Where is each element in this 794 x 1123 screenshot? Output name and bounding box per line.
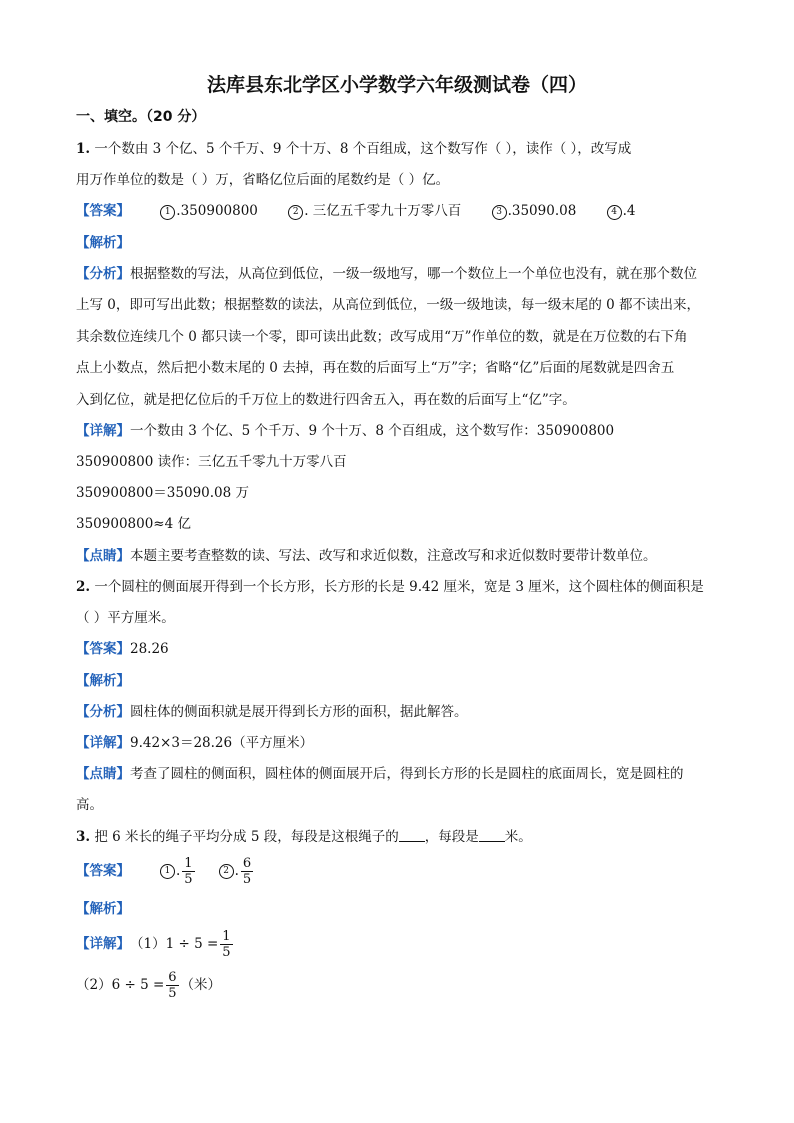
q1-analysis-2: 上写 0，即可写出此数；根据整数的读法，从高位到低位，一级一级地读，每一级末尾的 0 都不读出来，	[76, 297, 701, 313]
q2-jiexi	[76, 672, 130, 690]
q3-detail-1: 【详解】 （1）1 ÷ 5 = $\frac{1}{5}$	[76, 928, 231, 960]
q2-comment-1: 【点睛】考查了圆柱的侧面积，圆柱体的侧面展开后，得到长方形的长是圆柱的底面周长，宽是圆柱的	[76, 766, 684, 782]
detail-tag: 【详解】	[76, 936, 130, 952]
q1-text-1: 一个数由 3 个亿、5 个千万、9 个十万、8 个百组成，这个数写作（ ），读作（ ），改写成	[90, 141, 632, 157]
q2-answer-row	[76, 640, 169, 658]
q1-detail-4: 350900800≈4 亿	[76, 516, 191, 532]
analysis-tag: 【分析】	[76, 704, 130, 720]
answer-tag: 【答案】	[76, 203, 130, 219]
q1-line2: 用万作单位的数是（ ）万，省略亿位后面的尾数约是（ ）亿。	[76, 172, 450, 188]
detail-tag: 【详解】	[76, 423, 130, 439]
q2-comment-2: 高。	[76, 797, 103, 813]
q1-number: 1.	[76, 141, 91, 157]
q1-answer-4: 4 .4	[607, 202, 636, 220]
q1-detail-1: 【详解】一个数由 3 个亿、5 个千万、9 个十万、8 个百组成，这个数写作：350900800	[76, 423, 615, 439]
page-title: 法库县东北学区小学数学六年级测试卷（四）	[206, 74, 587, 96]
jiexi-tag: 【解析】	[76, 901, 130, 917]
q1-comment: 【点睛】本题主要考查整数的读、写法、改写和求近似数，注意改写和求近似数时要带计数单位。	[76, 548, 657, 564]
q3-answer-row: 【答案】 1 . $\frac{1}{5}$ 2 . $\frac{6}{5}$	[76, 855, 252, 887]
q2-answer: 28.26	[130, 641, 169, 657]
circled-number: 2	[288, 205, 303, 220]
analysis-tag: 【分析】	[76, 266, 130, 282]
comment-tag: 【点睛】	[76, 766, 130, 782]
jiexi-tag: 【解析】	[76, 673, 130, 689]
blank-underline	[479, 829, 505, 842]
section-heading: 一、填空。（20 分）	[76, 109, 206, 125]
circled-number: 1	[160, 205, 175, 220]
circled-number: 2	[219, 864, 234, 879]
q2-analysis: 【分析】圆柱体的侧面积就是展开得到长方形的面积，据此解答。	[76, 704, 468, 720]
q3-number: 3.	[76, 829, 91, 845]
q1-analysis-4: 点上小数点，然后把小数末尾的 0 去掉，再在数的后面写上“万”字；省略“亿”后面的尾数就是四舍五	[76, 360, 675, 376]
blank-underline	[399, 829, 425, 842]
comment-tag: 【点睛】	[76, 548, 130, 564]
circled-number: 3	[492, 205, 507, 220]
answer-tag: 【答案】	[76, 863, 130, 879]
q1-jiexi	[76, 234, 130, 252]
q1-analysis-1: 【分析】根据整数的写法，从高位到低位，一级一级地写，哪一个数位上一个单位也没有，就在那个数位	[76, 266, 697, 282]
q1-detail-2: 350900800 读作：三亿五千零九十万零八百	[76, 454, 347, 470]
q3-line1: 3. 把 6 米长的绳子平均分成 5 段，每段是这根绳子的 ，每段是 米。	[76, 829, 532, 845]
circled-number: 1	[160, 864, 175, 879]
detail-tag: 【详解】	[76, 735, 130, 751]
fraction: $\frac{6}{5}$	[242, 855, 252, 887]
fraction: $\frac{1}{5}$	[222, 928, 231, 960]
q1-answer-row	[76, 202, 635, 220]
q2-number: 2.	[76, 579, 91, 595]
circled-number: 4	[607, 205, 622, 220]
q2-line1: 2. 一个圆柱的侧面展开得到一个长方形，长方形的长是 9.42 厘米，宽是 3 厘米，这个圆柱体的侧面积是	[76, 579, 704, 595]
q1-detail-3: 350900800＝35090.08 万	[76, 485, 250, 501]
q2-line2: （ ）平方厘米。	[76, 610, 175, 626]
jiexi-tag: 【解析】	[76, 235, 130, 251]
fraction: $\frac{6}{5}$	[168, 969, 177, 1001]
q3-detail-2: （2）6 ÷ 5 = $\frac{6}{5}$ （米）	[76, 969, 222, 1001]
q1-answer-3: 3 .35090.08	[492, 202, 577, 220]
fraction: $\frac{1}{5}$	[184, 855, 193, 887]
q1-answer-2: 2 . 三亿五千零九十万零八百	[288, 202, 461, 220]
q2-detail: 【详解】9.42×3＝28.26（平方厘米）	[76, 735, 314, 751]
q1-line1	[76, 140, 631, 158]
q1-analysis-3: 其余数位连续几个 0 都只读一个零，即可读出此数；改写成用“万”作单位的数，就是在万位数的右下角	[76, 329, 688, 345]
q1-answer-1: 1 .350900800	[160, 202, 258, 220]
q3-jiexi	[76, 900, 130, 918]
answer-tag: 【答案】	[76, 641, 130, 657]
q1-analysis-5: 入到亿位，就是把亿位后的千万位上的数进行四舍五入，再在数的后面写上“亿”字。	[76, 392, 576, 408]
